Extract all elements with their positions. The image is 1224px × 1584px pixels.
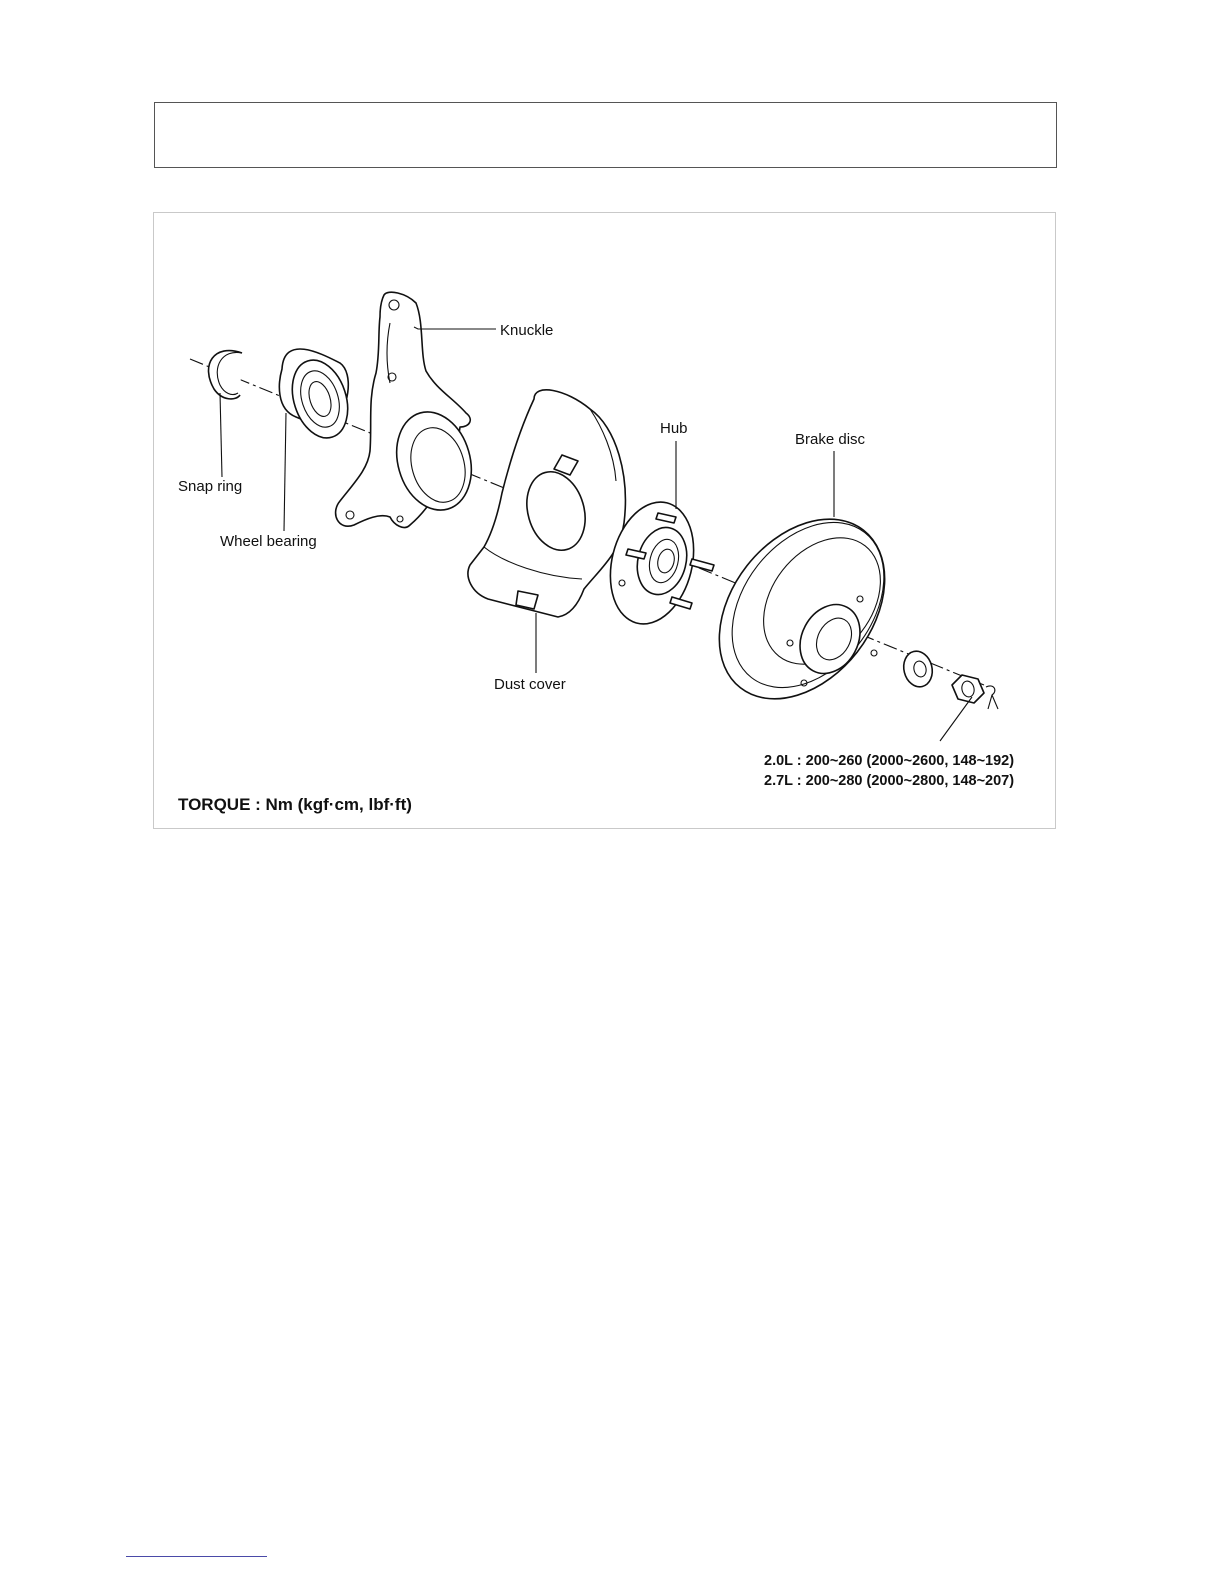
front-axle-exploded-diagram <box>154 213 1057 830</box>
footer-link-rule <box>126 1556 267 1557</box>
dust-cover-label: Dust cover <box>494 676 566 693</box>
torque-spec-2-0l: 2.0L : 200~260 (2000~2600, 148~192) <box>764 753 1015 769</box>
washer-part <box>900 648 936 690</box>
dust-cover-part <box>468 390 625 617</box>
snap-ring-leader <box>220 393 222 477</box>
hub-nut-leader <box>940 697 972 741</box>
knuckle-label: Knuckle <box>500 322 554 339</box>
snap-ring-part <box>209 351 242 399</box>
hub-label: Hub <box>660 420 688 437</box>
knuckle-leader <box>414 327 496 329</box>
exploded-diagram-frame <box>153 212 1056 829</box>
snap-ring-label: Snap ring <box>178 478 243 495</box>
brake-disc-label: Brake disc <box>795 431 866 448</box>
header-box <box>154 102 1057 168</box>
knuckle-part <box>336 292 483 527</box>
wheel-bearing-leader <box>284 413 286 531</box>
brake-disc-part <box>685 487 918 731</box>
torque-unit-label: TORQUE : Nm (kgf·cm, lbf·ft) <box>178 795 412 814</box>
wheel-bearing-label: Wheel bearing <box>220 533 317 550</box>
split-pin-part <box>986 686 998 709</box>
hub-nut-part <box>952 675 984 703</box>
wheel-bearing-part <box>279 349 357 445</box>
torque-spec-2-7l: 2.7L : 200~280 (2000~2800, 148~207) <box>764 773 1015 789</box>
